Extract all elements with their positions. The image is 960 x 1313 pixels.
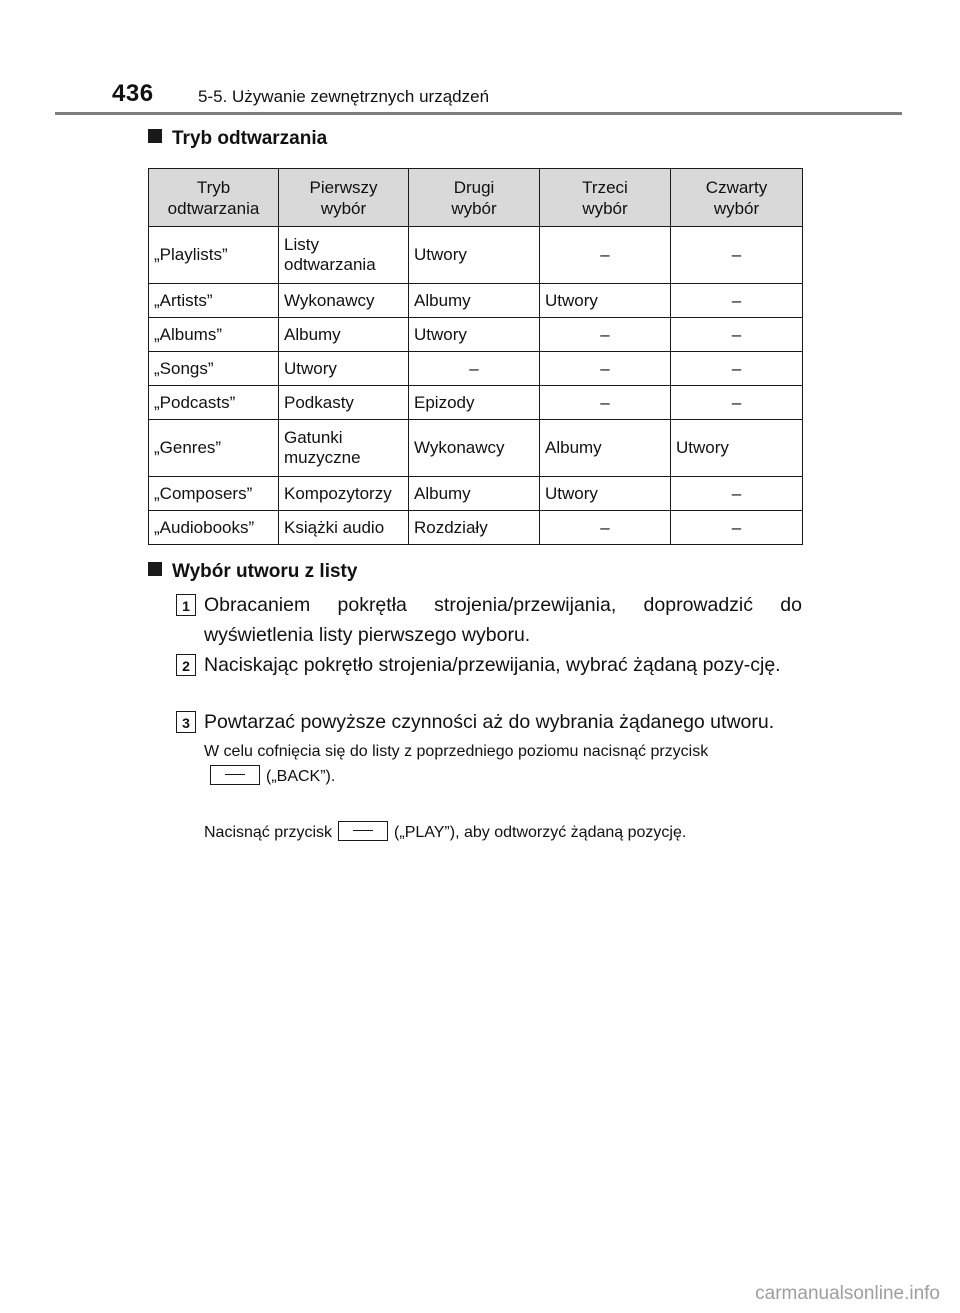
- table-cell: Utwory: [671, 420, 803, 477]
- table-cell: –: [671, 477, 803, 511]
- table-cell: Kompozytorzy: [279, 477, 409, 511]
- note-text: W celu cofnięcia się do listy z poprzedniego poziomu nacisnąć przycisk: [204, 743, 709, 760]
- table-header-row: [149, 169, 803, 227]
- table-cell: Albumy: [409, 477, 540, 511]
- table-cell: Albumy: [540, 420, 671, 477]
- step-number: 2: [176, 654, 196, 676]
- table-cell: –: [671, 352, 803, 386]
- back-button-icon: [210, 765, 260, 785]
- table-cell: Utwory: [540, 284, 671, 318]
- table-row: [149, 284, 803, 318]
- note-suffix: („PLAY”), aby odtworzyć żądaną pozycję.: [394, 824, 687, 841]
- table-cell: Listy odtwarzania: [279, 227, 409, 284]
- watermark: carmanualsonline.info: [755, 1283, 940, 1304]
- column-header: Trzeci wybór: [540, 169, 671, 227]
- heading-select-track: [148, 561, 357, 583]
- table-row: [149, 227, 803, 284]
- table-cell: –: [671, 511, 803, 545]
- table-cell: „Songs”: [149, 352, 279, 386]
- heading-text: Wybór utworu z listy: [172, 561, 358, 582]
- table-cell: –: [540, 352, 671, 386]
- column-header: Tryb odtwarzania: [149, 169, 279, 227]
- table-cell: Utwory: [409, 227, 540, 284]
- table-cell: –: [540, 511, 671, 545]
- heading-text: Tryb odtwarzania: [172, 128, 328, 149]
- header-divider: [55, 112, 902, 115]
- step-2: [176, 650, 802, 680]
- table-row: [149, 386, 803, 420]
- page-number: 436: [112, 80, 154, 107]
- table-cell: Epizody: [409, 386, 540, 420]
- heading-playback-mode: [148, 128, 327, 150]
- square-bullet-icon: [148, 129, 162, 143]
- table-cell: Książki audio: [279, 511, 409, 545]
- table-cell: Wykonawcy: [279, 284, 409, 318]
- table-row: [149, 511, 803, 545]
- column-header: Drugi wybór: [409, 169, 540, 227]
- table-cell: Rozdziały: [409, 511, 540, 545]
- table-cell: Wykonawcy: [409, 420, 540, 477]
- table-cell: „Playlists”: [149, 227, 279, 284]
- column-header: Pierwszy wybór: [279, 169, 409, 227]
- note-prefix: Nacisnąć przycisk: [204, 824, 333, 841]
- step-number: 1: [176, 594, 196, 616]
- page-header: [112, 78, 902, 114]
- square-bullet-icon: [148, 562, 162, 576]
- step-1: [176, 590, 802, 650]
- note-back: [204, 739, 802, 789]
- note-play: [204, 820, 802, 845]
- note-suffix: („BACK”).: [266, 768, 336, 785]
- table-row: [149, 420, 803, 477]
- table-cell: „Podcasts”: [149, 386, 279, 420]
- table-cell: Podkasty: [279, 386, 409, 420]
- table-cell: Utwory: [409, 318, 540, 352]
- table-cell: –: [671, 284, 803, 318]
- table-cell: –: [671, 318, 803, 352]
- table-cell: –: [671, 386, 803, 420]
- table-row: [149, 477, 803, 511]
- step-text: Obracaniem pokrętła strojenia/przewijania, doprowadzić do wyświetlenia listy pierwszego wyboru.: [204, 594, 802, 646]
- step-3: [176, 707, 802, 737]
- step-text: Naciskając pokrętło strojenia/przewijania, wybrać żądaną pozy-cję.: [204, 654, 781, 676]
- table-cell: –: [409, 352, 540, 386]
- table-row: [149, 318, 803, 352]
- table-cell: „Genres”: [149, 420, 279, 477]
- play-button-icon: [338, 821, 388, 841]
- table-cell: „Albums”: [149, 318, 279, 352]
- table-cell: –: [540, 318, 671, 352]
- step-text: Powtarzać powyższe czynności aż do wybrania żądanego utworu.: [204, 711, 775, 733]
- table-cell: „Artists”: [149, 284, 279, 318]
- table-cell: –: [540, 227, 671, 284]
- table-cell: –: [671, 227, 803, 284]
- table-cell: „Audiobooks”: [149, 511, 279, 545]
- table-cell: Utwory: [540, 477, 671, 511]
- table-cell: Albumy: [279, 318, 409, 352]
- table-cell: –: [540, 386, 671, 420]
- playback-mode-table: [148, 168, 803, 545]
- step-number: 3: [176, 711, 196, 733]
- table-cell: Gatunki muzyczne: [279, 420, 409, 477]
- column-header: Czwarty wybór: [671, 169, 803, 227]
- table-cell: Albumy: [409, 284, 540, 318]
- table-cell: Utwory: [279, 352, 409, 386]
- section-title: 5-5. Używanie zewnętrznych urządzeń: [198, 87, 490, 106]
- table-cell: „Composers”: [149, 477, 279, 511]
- table-row: [149, 352, 803, 386]
